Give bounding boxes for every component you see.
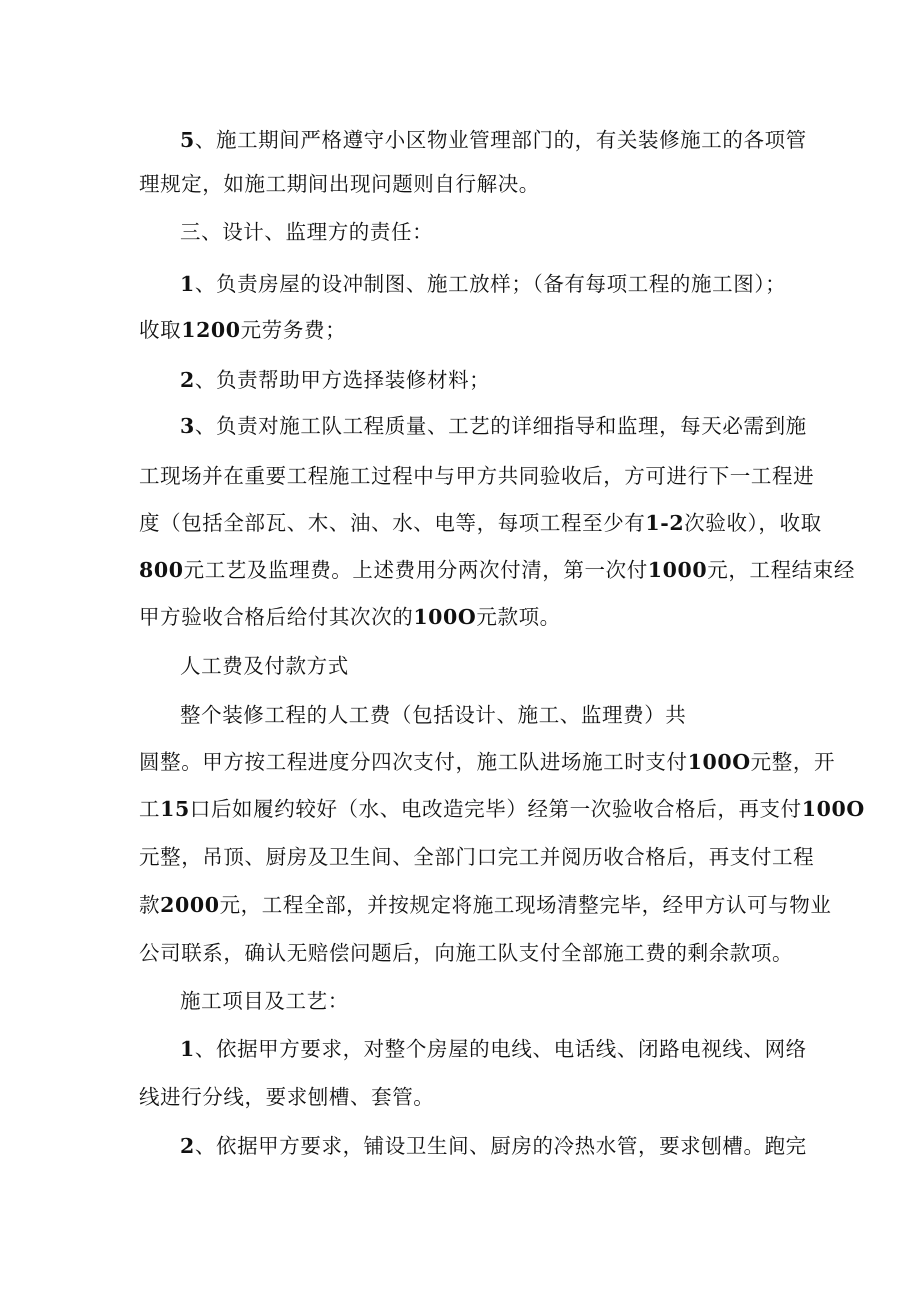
text-line-10: 800元工艺及监理费。上述费用分两次付清，第一次付1000元，工程结束经	[139, 558, 855, 582]
text-line-01: 5、施工期间严格遵守小区物业管理部门的，有关装修施工的各项管	[180, 128, 807, 152]
text-line-05: 收取1200元劳务费；	[139, 318, 347, 342]
text-line-02: 理规定，如施工期间出现问题则自行解决。	[139, 172, 540, 196]
text-line-09: 度（包括全部瓦、木、油、水、电等，每项工程至少有1-2次验收），收取	[139, 511, 822, 535]
text-line-20: 1、依据甲方要求，对整个房屋的电线、电话线、闭路电视线、网络	[180, 1037, 807, 1061]
text-line-11: 甲方验收合格后给付其次次的100O元款项。	[139, 605, 561, 629]
text-line-07: 3、负责对施工队工程质量、工艺的详细指导和监理，每天必需到施	[180, 414, 807, 438]
text-line-16: 元整，吊顶、厨房及卫生间、全部门口完工并阅历收合格后，再支付工程	[139, 845, 815, 869]
text-line-21: 线进行分线，要求刨槽、套管。	[139, 1085, 435, 1109]
text-line-22: 2、依据甲方要求，铺设卫生间、厨房的冷热水管，要求刨槽。跑完	[180, 1134, 807, 1158]
text-line-14: 圆整。甲方按工程进度分四次支付，施工队进场施工时支付100O元整，开	[139, 750, 836, 774]
text-line-08: 工现场并在重要工程施工过程中与甲方共同验收后，方可进行下一工程进	[139, 464, 815, 488]
text-line-04: 1、负责房屋的设冲制图、施工放样；（备有每项工程的施工图）；	[180, 272, 787, 296]
text-line-06: 2、负责帮助甲方选择装修材料；	[180, 368, 491, 392]
section-heading-design-supervision: 三、设计、监理方的责任：	[180, 220, 434, 244]
text-line-13: 整个装修工程的人工费（包括设计、施工、监理费）共	[180, 703, 687, 727]
section-heading-construction-items: 施工项目及工艺：	[180, 989, 349, 1013]
text-line-17: 款2000元，工程全部，并按规定将施工现场清整完毕，经甲方认可与物业	[139, 893, 832, 917]
text-line-18: 公司联系，确认无赔偿问题后，向施工队支付全部施工费的剩余款项。	[139, 941, 794, 965]
text-line-15: 工15口后如履约较好（水、电改造完毕）经第一次验收合格后，再支付100O	[139, 797, 865, 821]
section-heading-labor-payment: 人工费及付款方式	[180, 654, 349, 678]
